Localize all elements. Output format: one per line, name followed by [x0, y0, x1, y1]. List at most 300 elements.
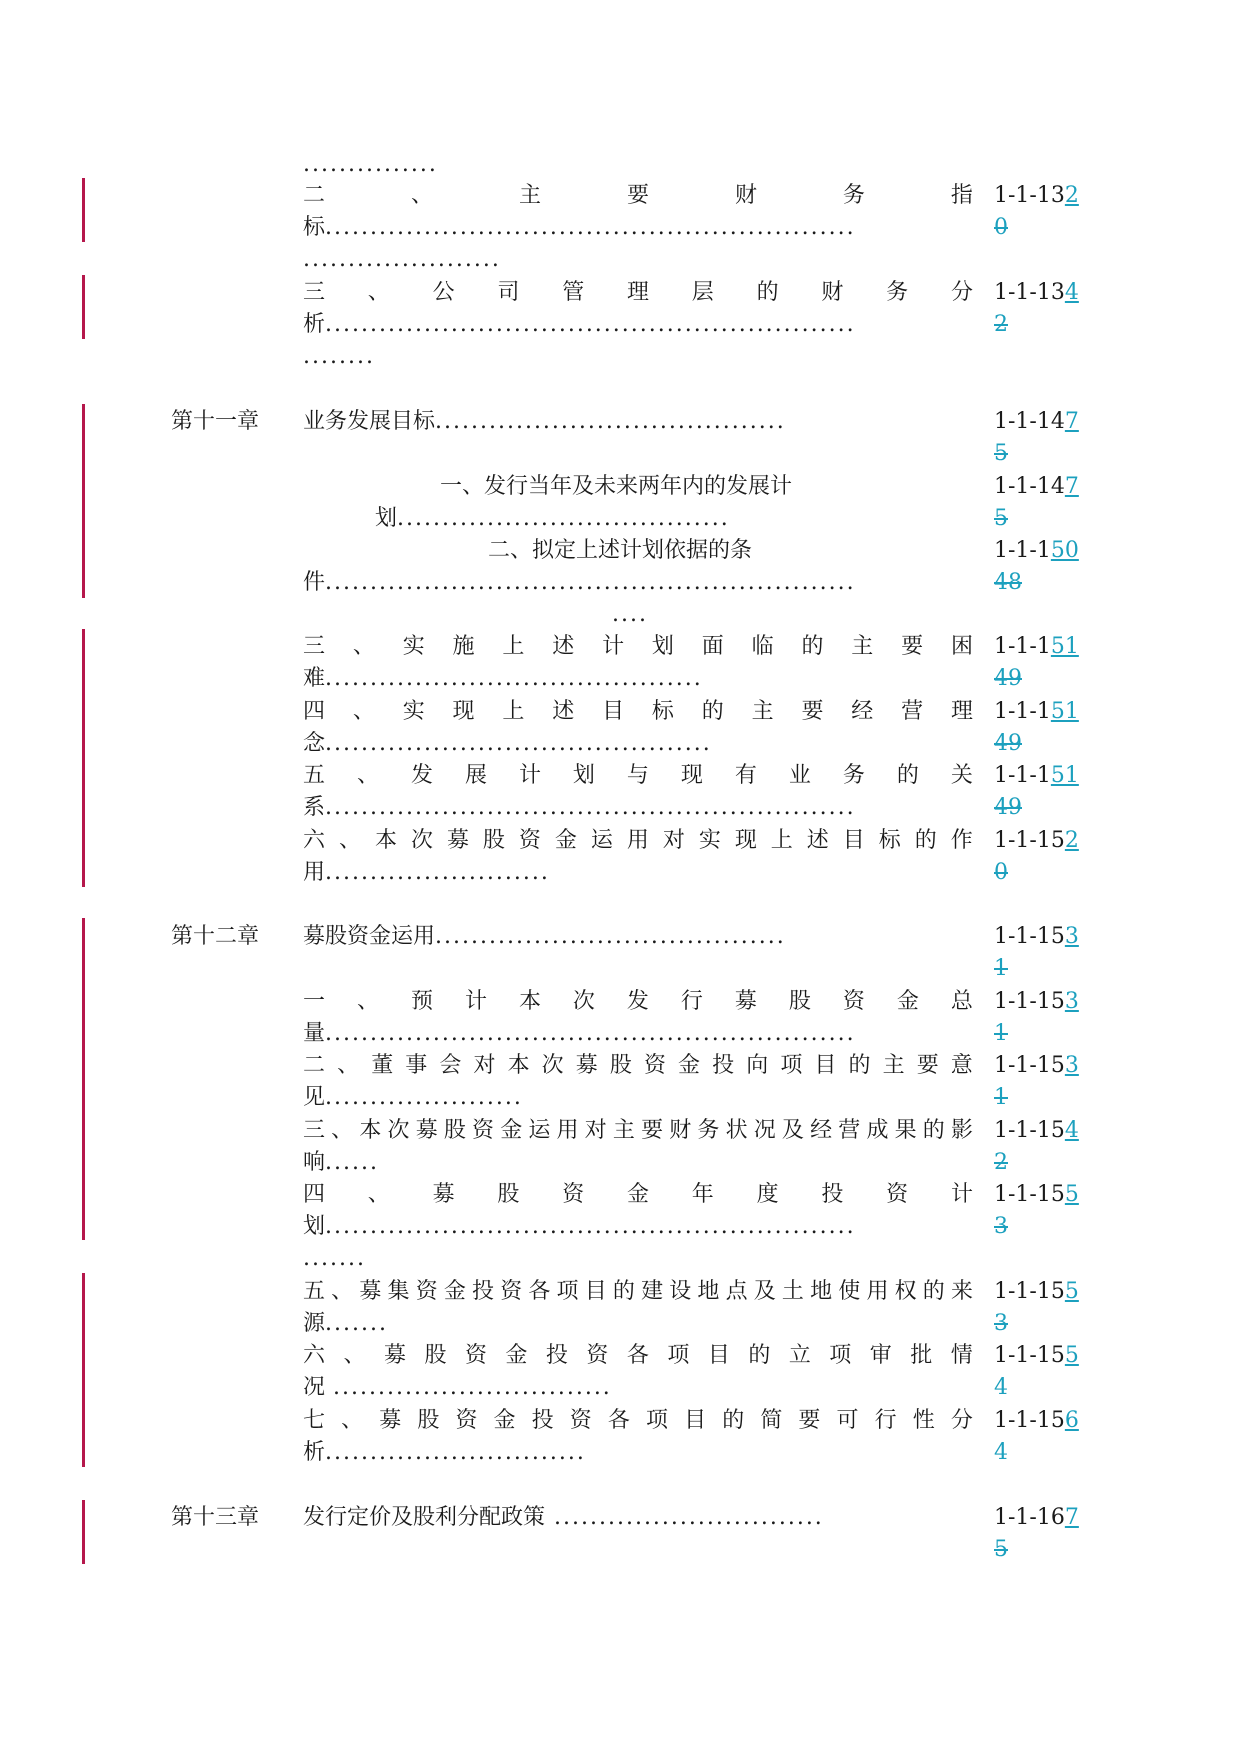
- char: 四: [303, 1182, 326, 1207]
- char: 要: [641, 1118, 664, 1143]
- page-fixed: 1-1-15: [994, 924, 1065, 949]
- char: 经: [810, 1118, 833, 1143]
- char: 运: [528, 1118, 551, 1143]
- char: 、: [352, 634, 375, 659]
- toc-entry-leader: [303, 1212, 856, 1242]
- page-fixed: 1-1-1: [994, 634, 1051, 659]
- chapter-number: 第十三章: [171, 1505, 260, 1530]
- leader-dots: .......: [303, 1246, 366, 1271]
- page-fixed: 1-1-1: [994, 763, 1051, 788]
- leader-dots: ...........................................: [325, 731, 712, 756]
- toc-entry-label[interactable]: 二、拟定上述计划依据的条: [488, 538, 753, 563]
- char: 实: [402, 634, 425, 659]
- char: 的: [722, 1408, 745, 1433]
- char: 果: [894, 1118, 917, 1143]
- page-deleted: 2: [994, 312, 1008, 337]
- page-inserted: 4: [1064, 1118, 1079, 1143]
- page-inserted: 3: [1064, 989, 1079, 1014]
- toc-entry-leader: [303, 1438, 586, 1468]
- char: 现: [452, 699, 475, 724]
- page-number: [994, 697, 1079, 727]
- toc-entry-title: 发行定价及股利分配政策: [303, 1505, 546, 1530]
- char: 资: [464, 1343, 487, 1368]
- toc-entry-leader: [303, 664, 703, 694]
- toc-entry-leader: [375, 504, 730, 534]
- page-fixed: 1-1-15: [994, 828, 1065, 853]
- page-fixed: 1-1-14: [994, 474, 1065, 499]
- page-deleted: 4: [994, 1440, 1008, 1465]
- char: 用: [866, 1279, 889, 1304]
- char: 务: [886, 280, 909, 305]
- page-deleted: 5: [994, 441, 1008, 466]
- char: 资: [562, 1182, 585, 1207]
- leader-dots: ...........................................................: [325, 1214, 856, 1239]
- char: 性: [912, 1408, 935, 1433]
- char: 主: [751, 699, 774, 724]
- leader-dots: .....................................: [397, 506, 730, 531]
- leader-dots: .............................: [325, 1440, 586, 1465]
- char: 现: [680, 763, 703, 788]
- char: 用: [556, 1118, 579, 1143]
- char: 层: [691, 280, 714, 305]
- char: 次: [387, 1118, 410, 1143]
- char: 见: [303, 1085, 326, 1110]
- page-number: [994, 1277, 1079, 1307]
- char: 股: [417, 1408, 440, 1433]
- char: 一: [303, 989, 326, 1014]
- toc-entry-label[interactable]: [303, 407, 786, 437]
- char: 现: [734, 828, 757, 853]
- revision-bar: [82, 629, 85, 887]
- char: 析: [303, 312, 326, 337]
- toc-entry-label[interactable]: [303, 922, 786, 952]
- char: 资: [518, 828, 541, 853]
- page-number: [994, 536, 1079, 566]
- page-fixed: 1-1-15: [994, 1279, 1065, 1304]
- char: 股: [424, 1343, 447, 1368]
- char: 金: [493, 1408, 516, 1433]
- leader-dots: .......................................: [435, 924, 786, 949]
- char: 对: [662, 828, 685, 853]
- char: 用: [626, 828, 649, 853]
- char: 年: [691, 1182, 714, 1207]
- char: 主: [612, 1118, 635, 1143]
- toc-entry-title: 业务发展目标: [303, 409, 436, 434]
- char: 立: [788, 1343, 811, 1368]
- page-number: [994, 1503, 1079, 1533]
- toc-entry-leader: [303, 568, 856, 598]
- char: 募: [734, 989, 757, 1014]
- page-number: [994, 1051, 1079, 1081]
- char: 经: [851, 699, 874, 724]
- char: 二: [303, 1053, 326, 1078]
- char: 资: [455, 1408, 478, 1433]
- char: 状: [725, 1118, 748, 1143]
- char: 本: [359, 1118, 382, 1143]
- char: 资: [643, 1053, 666, 1078]
- char: 主: [518, 183, 541, 208]
- char: 事: [405, 1053, 428, 1078]
- chapter-number: 第十二章: [171, 924, 260, 949]
- toc-entry-label[interactable]: [303, 697, 973, 727]
- char: 可: [836, 1408, 859, 1433]
- page-deleted: 48: [994, 570, 1022, 595]
- char: 的: [701, 699, 724, 724]
- char: 金: [443, 1279, 466, 1304]
- char: 响: [303, 1150, 326, 1175]
- char: 业: [788, 763, 811, 788]
- page-number: [994, 1180, 1079, 1210]
- char: 投: [472, 1279, 495, 1304]
- char: 困: [950, 634, 973, 659]
- char: 的: [914, 828, 937, 853]
- char: 运: [590, 828, 613, 853]
- page-number: [994, 1406, 1079, 1436]
- char: 三: [303, 280, 326, 305]
- char: 划: [375, 506, 398, 531]
- char: 各: [626, 1343, 649, 1368]
- char: 对: [584, 1118, 607, 1143]
- char: 项: [780, 1053, 803, 1078]
- char: 发: [410, 763, 433, 788]
- char: 管: [562, 280, 585, 305]
- char: 、: [367, 280, 390, 305]
- char: 次: [410, 828, 433, 853]
- char: 、: [338, 828, 361, 853]
- char: 六: [303, 828, 326, 853]
- page-deleted: 49: [994, 795, 1022, 820]
- char: 务: [842, 763, 865, 788]
- char: 营: [838, 1118, 861, 1143]
- char: 计: [518, 763, 541, 788]
- char: 行: [874, 1408, 897, 1433]
- page-deleted: 1: [994, 1085, 1008, 1110]
- char: 关: [950, 763, 973, 788]
- char: 金: [500, 1118, 523, 1143]
- char: 况: [303, 1375, 326, 1400]
- page-deleted: 5: [994, 506, 1008, 531]
- page-inserted: 51: [1050, 699, 1079, 724]
- page-inserted: 2: [1064, 183, 1079, 208]
- char: 投: [821, 1182, 844, 1207]
- revision-bar: [82, 918, 85, 1240]
- char: 的: [922, 1118, 945, 1143]
- toc-entry-label[interactable]: [303, 1051, 973, 1081]
- char: 要: [626, 183, 649, 208]
- page-inserted: 3: [1064, 1053, 1079, 1078]
- page-number: [994, 1341, 1079, 1371]
- page-inserted: 5: [1064, 1279, 1079, 1304]
- toc-entry-label[interactable]: [303, 278, 973, 308]
- page-number: [994, 922, 1079, 952]
- char: 设: [669, 1279, 692, 1304]
- char: 件: [303, 570, 326, 595]
- leader-dots: ...........................................................: [325, 570, 856, 595]
- page-fixed: 1-1-16: [994, 1505, 1065, 1530]
- char: 向: [746, 1053, 769, 1078]
- leader-dots: .......: [325, 1311, 388, 1336]
- char: 各: [607, 1408, 630, 1433]
- toc-entry-label[interactable]: [303, 1341, 973, 1371]
- char: 资: [842, 989, 865, 1014]
- char: 标: [878, 828, 901, 853]
- char: 目: [842, 828, 865, 853]
- char: 划: [651, 634, 674, 659]
- char: 面: [701, 634, 724, 659]
- page-number: [994, 987, 1079, 1017]
- page-fixed: 1-1-15: [994, 1118, 1065, 1143]
- page-number: [994, 278, 1079, 308]
- page-number: [994, 632, 1079, 662]
- char: 标: [303, 215, 326, 240]
- char: 的: [922, 1279, 945, 1304]
- toc-entry-label[interactable]: [303, 632, 973, 662]
- char: 预: [410, 989, 433, 1014]
- char: 用: [303, 860, 326, 885]
- char: 目: [602, 699, 625, 724]
- char: 主: [851, 634, 874, 659]
- char: 三: [303, 634, 326, 659]
- char: 实: [402, 699, 425, 724]
- char: 述: [806, 828, 829, 853]
- char: 及: [753, 1279, 776, 1304]
- toc-entry-leader: [303, 1309, 388, 1339]
- char: 及: [781, 1118, 804, 1143]
- char: 募: [379, 1408, 402, 1433]
- char: 施: [452, 634, 475, 659]
- page-fixed: 1-1-1: [994, 699, 1051, 724]
- page-fixed: 1-1-14: [994, 409, 1065, 434]
- page-deleted: 0: [994, 860, 1008, 885]
- leader-dots: ...............................: [333, 1375, 612, 1400]
- char: 要: [798, 1408, 821, 1433]
- char: 资: [569, 1408, 592, 1433]
- char: 意: [950, 1053, 973, 1078]
- page-inserted: 51: [1050, 763, 1079, 788]
- toc-entry-label[interactable]: [303, 987, 973, 1017]
- char: 理: [626, 280, 649, 305]
- page-number: [994, 826, 1079, 856]
- toc-entry-label[interactable]: [303, 1116, 973, 1146]
- leader-dots: ..............................: [545, 1505, 824, 1530]
- toc-entry-label[interactable]: [303, 761, 973, 791]
- char: 权: [894, 1279, 917, 1304]
- char: 金: [678, 1053, 701, 1078]
- toc-entry-leader: [303, 213, 973, 243]
- page-deleted: 5: [994, 1537, 1008, 1562]
- char: 投: [712, 1053, 735, 1078]
- page-fixed: 1-1-13: [994, 183, 1065, 208]
- page-fixed: 1-1-1: [994, 538, 1051, 563]
- char: 理: [950, 699, 973, 724]
- char: 募: [415, 1118, 438, 1143]
- page-number: [994, 761, 1079, 791]
- char: 计: [950, 1182, 973, 1207]
- page-fixed: 1-1-15: [994, 1343, 1065, 1368]
- char: 、: [331, 1118, 354, 1143]
- char: 划: [303, 1214, 326, 1239]
- char: 点: [725, 1279, 748, 1304]
- char: 影: [950, 1118, 973, 1143]
- char: 情: [950, 1343, 973, 1368]
- char: 、: [356, 989, 379, 1014]
- page-deleted: 3: [994, 1214, 1008, 1239]
- char: 募: [432, 1182, 455, 1207]
- char: 的: [756, 280, 779, 305]
- char: 析: [303, 1440, 326, 1465]
- char: 会: [439, 1053, 462, 1078]
- leader-dots: ...........................................................: [325, 312, 856, 337]
- char: 、: [352, 699, 375, 724]
- char: 分: [950, 280, 973, 305]
- char: 批: [910, 1343, 933, 1368]
- leader-dots: ...........................................................: [325, 1021, 856, 1046]
- toc-entry-label[interactable]: [303, 181, 973, 211]
- page-inserted: 6: [1064, 1408, 1079, 1433]
- char: 、: [343, 1343, 366, 1368]
- char: 作: [950, 828, 973, 853]
- char: 资: [500, 1279, 523, 1304]
- char: 建: [641, 1279, 664, 1304]
- page-fixed: 1-1-15: [994, 1053, 1065, 1078]
- revision-bar: [82, 404, 85, 598]
- page-inserted: 2: [1064, 828, 1079, 853]
- char: 、: [410, 183, 433, 208]
- leader-dots: ......................: [303, 247, 501, 272]
- char: 股: [497, 1182, 520, 1207]
- char: 投: [545, 1343, 568, 1368]
- char: 分: [950, 1408, 973, 1433]
- toc-entry-label[interactable]: [303, 1503, 824, 1533]
- leader-dots: ........: [303, 344, 375, 369]
- char: 目: [814, 1053, 837, 1078]
- toc-entry-label[interactable]: 一、发行当年及未来两年内的发展计: [440, 474, 793, 499]
- char: 项: [645, 1408, 668, 1433]
- char: 五: [303, 763, 326, 788]
- page-number: [994, 1116, 1079, 1146]
- char: 股: [788, 989, 811, 1014]
- leader-dots: ...........................................................: [325, 215, 856, 240]
- toc-entry-label[interactable]: [303, 1277, 973, 1307]
- char: 源: [303, 1311, 326, 1336]
- leader-dots: ....: [612, 602, 648, 627]
- char: 成: [866, 1118, 889, 1143]
- page-inserted: 50: [1050, 538, 1079, 563]
- page-inserted: 4: [1064, 280, 1079, 305]
- char: 次: [572, 989, 595, 1014]
- toc-entry-label[interactable]: [303, 826, 973, 856]
- char: 计: [464, 989, 487, 1014]
- char: 金: [896, 989, 919, 1014]
- page-inserted: 3: [1064, 924, 1079, 949]
- char: 度: [756, 1182, 779, 1207]
- page-deleted: 2: [994, 1150, 1008, 1175]
- char: 金: [626, 1182, 649, 1207]
- page-deleted: 1: [994, 1021, 1008, 1046]
- revision-bar: [82, 1273, 85, 1467]
- char: 来: [950, 1279, 973, 1304]
- toc-entry-label[interactable]: [303, 1406, 973, 1436]
- char: 系: [303, 795, 326, 820]
- leader-dots: ......................: [325, 1085, 523, 1110]
- char: 主: [882, 1053, 905, 1078]
- char: 金: [554, 828, 577, 853]
- char: 四: [303, 699, 326, 724]
- char: 要: [901, 634, 924, 659]
- char: 标: [651, 699, 674, 724]
- toc-entry-leader: [303, 310, 856, 340]
- toc-entry-leader: [303, 1083, 523, 1113]
- char: 本: [518, 989, 541, 1014]
- char: 司: [497, 280, 520, 305]
- char: 划: [572, 763, 595, 788]
- page-fixed: 1-1-13: [994, 280, 1065, 305]
- char: 发: [626, 989, 649, 1014]
- leader-dots: ..........................................: [325, 666, 703, 691]
- char: 要: [916, 1053, 939, 1078]
- char: 地: [810, 1279, 833, 1304]
- char: 财: [669, 1118, 692, 1143]
- page-fixed: 1-1-15: [994, 1408, 1065, 1433]
- char: 展: [464, 763, 487, 788]
- toc-entry-label[interactable]: [303, 1180, 973, 1210]
- revision-bar: [82, 275, 85, 339]
- toc-entry-title: 募股资金运用: [303, 924, 436, 949]
- char: 地: [697, 1279, 720, 1304]
- page-inserted: 7: [1064, 1505, 1079, 1530]
- page-inserted: 51: [1050, 634, 1079, 659]
- revision-bar: [82, 178, 85, 242]
- char: 、: [341, 1408, 364, 1433]
- char: 资: [472, 1118, 495, 1143]
- revision-bar: [82, 1500, 85, 1564]
- char: 集: [387, 1279, 410, 1304]
- char: 公: [432, 280, 455, 305]
- page-deleted: 49: [994, 666, 1022, 691]
- char: 三: [303, 1118, 326, 1143]
- char: 审: [869, 1343, 892, 1368]
- char: 、: [356, 763, 379, 788]
- char: 目: [584, 1279, 607, 1304]
- page-inserted: 7: [1064, 409, 1079, 434]
- char: 述: [552, 699, 575, 724]
- page-number: [994, 407, 1079, 437]
- char: 计: [602, 634, 625, 659]
- char: 目: [707, 1343, 730, 1368]
- page-deleted: 1: [994, 956, 1008, 981]
- char: 量: [303, 1021, 326, 1046]
- char: 七: [303, 1408, 326, 1433]
- page-inserted: 5: [1064, 1182, 1079, 1207]
- char: 土: [781, 1279, 804, 1304]
- char: 务: [697, 1118, 720, 1143]
- page-inserted: 5: [1064, 1343, 1079, 1368]
- char: 上: [502, 699, 525, 724]
- toc-entry-leader: [303, 1373, 612, 1403]
- char: 项: [667, 1343, 690, 1368]
- char: 的: [896, 763, 919, 788]
- page-deleted: 49: [994, 731, 1022, 756]
- char: 简: [760, 1408, 783, 1433]
- leader-dots: .......................................: [435, 409, 786, 434]
- char: 六: [303, 1343, 326, 1368]
- page-number: [994, 472, 1079, 502]
- char: 募: [575, 1053, 598, 1078]
- char: 目: [684, 1408, 707, 1433]
- char: 资: [415, 1279, 438, 1304]
- char: 与: [626, 763, 649, 788]
- char: 务: [842, 183, 865, 208]
